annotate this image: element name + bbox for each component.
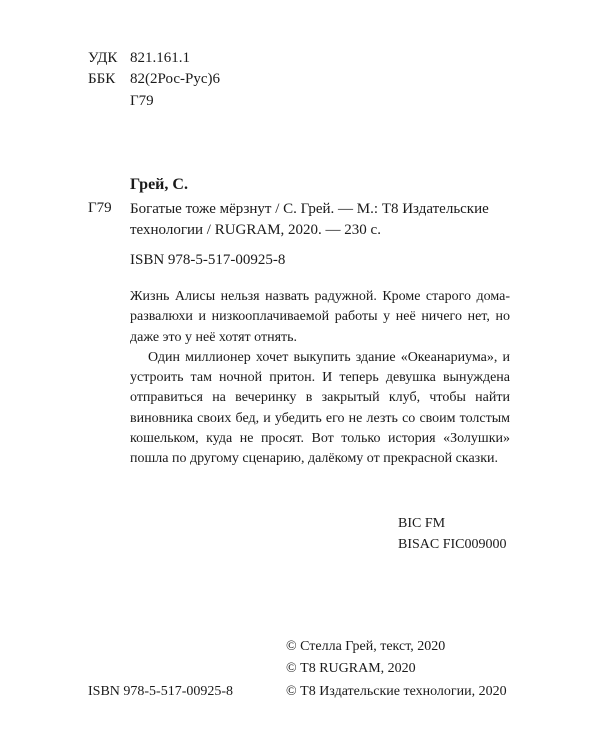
author-sign-row bbox=[88, 91, 154, 111]
author-name: Грей, С. bbox=[130, 176, 188, 193]
author-sign: Г79 bbox=[130, 93, 154, 109]
bbk-value: 82(2Рос-Рус)6 bbox=[130, 71, 220, 87]
isbn-main: ISBN 978-5-517-00925-8 bbox=[130, 252, 286, 268]
bbk-label: ББК bbox=[88, 71, 116, 87]
udk-value: 821.161.1 bbox=[130, 50, 190, 66]
copyright-line: © Т8 Издательские технологии, 2020 bbox=[286, 684, 507, 699]
annotation-paragraph: Один миллионер хочет выкупить здание «Океанариума», и устроить там ночной притон. И теперь девушка вынуждена отправиться на вечеринку в закрытый клуб, чтобы найти виновника своих бед, и убедить его не лезть со своим толстым кошельком, куда не просят. Вот только история «Золушки» пошла по другому сценарию, далёкому от прекрасной сказки. bbox=[130, 349, 510, 467]
annotation-paragraph: Жизнь Алисы нельзя назвать радужной. Кроме старого дома-развалюхи и низкооплачиваемой работы у неё ничего нет, но даже это у неё хотят отнять. bbox=[130, 289, 510, 345]
isbn-bottom: ISBN 978-5-517-00925-8 bbox=[88, 684, 234, 699]
author-sign-left: Г79 bbox=[88, 200, 112, 216]
copyright-line: © Т8 RUGRAM, 2020 bbox=[286, 661, 416, 676]
udk-label: УДК bbox=[88, 50, 118, 66]
bibliographic-description: Богатые тоже мёрзнут / С. Грей. — М.: Т8 Издательские технологии / RUGRAM, 2020. — 230 с. bbox=[130, 201, 489, 238]
udk-row bbox=[88, 48, 190, 68]
bic-code: BIC FM bbox=[398, 516, 446, 531]
bbk-row bbox=[88, 69, 220, 89]
annotation bbox=[130, 287, 510, 470]
copyright-line: © Стелла Грей, текст, 2020 bbox=[286, 639, 446, 654]
bisac-code: BISAC FIC009000 bbox=[398, 537, 507, 552]
